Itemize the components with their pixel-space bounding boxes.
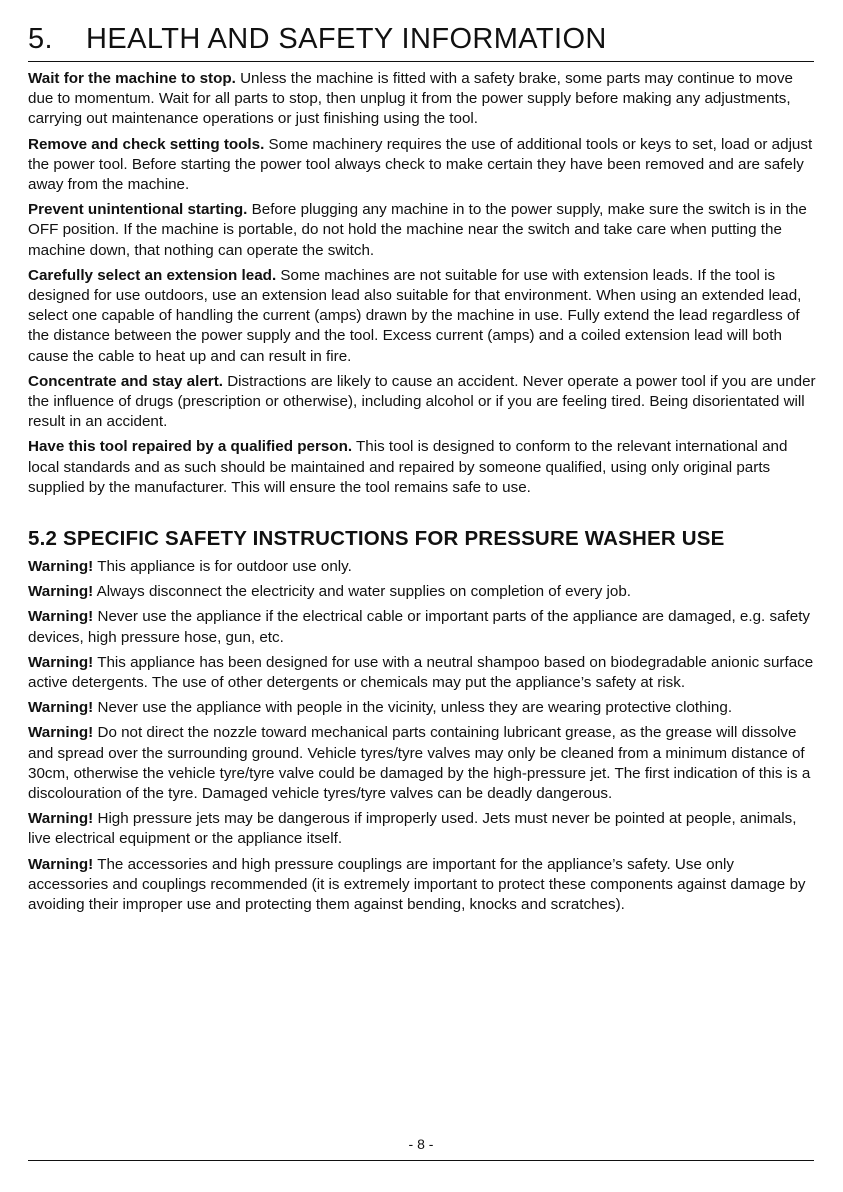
warning-label: Warning! — [28, 855, 94, 873]
paragraph — [28, 135, 818, 196]
paragraph-text: This tool is designed to conform to the relevant international and local standards and as such should be maintained and repaired by someone qualified, using only original parts supplied by the manufacturer. This will ensure the tool remains safe to use. — [28, 438, 788, 496]
page — [28, 0, 814, 1192]
warning-label: Warning! — [28, 583, 94, 601]
warning-paragraph — [28, 607, 818, 647]
warning-paragraph — [28, 557, 818, 577]
warning-paragraph — [28, 809, 818, 849]
section-title-text: HEALTH AND SAFETY INFORMATION — [86, 23, 607, 55]
section-number: 5. — [28, 23, 53, 55]
footer-divider — [28, 1160, 814, 1161]
warning-label: Warning! — [28, 724, 94, 742]
warning-label: Warning! — [28, 810, 94, 828]
warning-text: This appliance is for outdoor use only. — [93, 558, 352, 575]
warning-paragraph — [28, 653, 818, 693]
warning-text: High pressure jets may be dangerous if improperly used. Jets must never be pointed at people, animals, live electrical equipment or the appliance itself. — [28, 810, 797, 848]
paragraph-heading: Have this tool repaired by a qualified person. — [28, 438, 353, 456]
warning-text: Never use the appliance with people in the vicinity, unless they are wearing protective clothing. — [93, 699, 733, 717]
warning-text: Never use the appliance if the electrical cable or important parts of the appliance are damaged, e.g. safety devices, high pressure hose, gun, etc. — [28, 608, 811, 646]
paragraph — [28, 266, 818, 367]
paragraph-heading: Remove and check setting tools. — [28, 135, 265, 153]
warning-label: Warning! — [28, 558, 94, 575]
warning-label: Warning! — [28, 653, 94, 671]
warning-paragraph — [28, 723, 818, 804]
paragraph — [28, 69, 818, 130]
paragraph — [28, 437, 818, 498]
paragraph-text: Some machines are not suitable for use with extension leads. If the tool is designed for use outdoors, use an extension lead also suitable for that environment. When using an extended lead, select one capable of handling the current (amps) drawn by the machine in use. Fully extend the lead regardless of the distance between the power supply and the tool. Excess current (amps) and a coiled extension lead will both cause the cable to heat up and can result in fire. — [28, 266, 802, 365]
title-divider — [28, 61, 814, 62]
paragraph-text: Before plugging any machine in to the power supply, make sure the switch is in the OFF position. If the machine is portable, do not hold the machine near the switch and take care when putting the machine down, that nothing can operate the switch. — [28, 201, 807, 259]
paragraph-heading: Concentrate and stay alert. — [28, 372, 223, 390]
warning-text: Always disconnect the electricity and water supplies on completion of every job. — [93, 583, 631, 601]
paragraph — [28, 200, 818, 261]
paragraph-text: Distractions are likely to cause an accident. Never operate a power tool if you are under the influence of drugs (prescription or otherwise), including alcohol or if you are feeling tired. Being disorientated will result in an accident. — [28, 372, 816, 431]
page-number: - 8 - — [408, 1136, 434, 1152]
warning-text: The accessories and high pressure couplings are important for the appliance’s safety. Use only accessories and couplings recommended (it is extremely important to protect these components against damage by avoiding their improper use and protecting them against bending, knocks and scratches). — [28, 855, 806, 914]
paragraph-heading: Carefully select an extension lead. — [28, 266, 277, 284]
warning-paragraph — [28, 698, 818, 718]
paragraph-heading: Wait for the machine to stop. — [28, 70, 236, 87]
warning-paragraph — [28, 855, 818, 916]
warning-label: Warning! — [28, 608, 94, 626]
warning-label: Warning! — [28, 699, 94, 717]
pressure-washer-warnings — [28, 557, 818, 920]
paragraph-text: Unless the machine is fitted with a safety brake, some parts may continue to move due to momentum. Wait for all parts to stop, then unplug it from the power supply before making any adjustments, carrying out maintenance operations or just finishing using the tool. — [28, 70, 793, 128]
paragraph-heading: Prevent unintentional starting. — [28, 201, 248, 219]
section-title — [28, 22, 607, 56]
general-safety-paragraphs — [28, 69, 818, 503]
warning-paragraph — [28, 582, 818, 602]
paragraph — [28, 372, 818, 433]
warning-text: Do not direct the nozzle toward mechanical parts containing lubricant grease, as the grease will dissolve and spread over the surrounding ground. Vehicle tyres/tyre valves may only be cleaned from a minimum distance of 30cm, otherwise the vehicle tyre/tyre valve could be damaged by the high-pressure jet. The first indication of this is a discolouration of the tyre. Damaged vehicle tyres/tyre valves can be deadly dangerous. — [28, 724, 811, 803]
paragraph-text: Some machinery requires the use of additional tools or keys to set, load or adjust the power tool. Before starting the power tool always check to make certain they have been removed and are safely away from the machine. — [28, 135, 813, 194]
subsection-title: 5.2 SPECIFIC SAFETY INSTRUCTIONS FOR PRESSURE WASHER USE — [28, 527, 725, 550]
warning-text: This appliance has been designed for use with a neutral shampoo based on biodegradable anionic surface active detergents. The use of other detergents or chemicals may put the appliance’s safety at risk. — [28, 653, 814, 692]
